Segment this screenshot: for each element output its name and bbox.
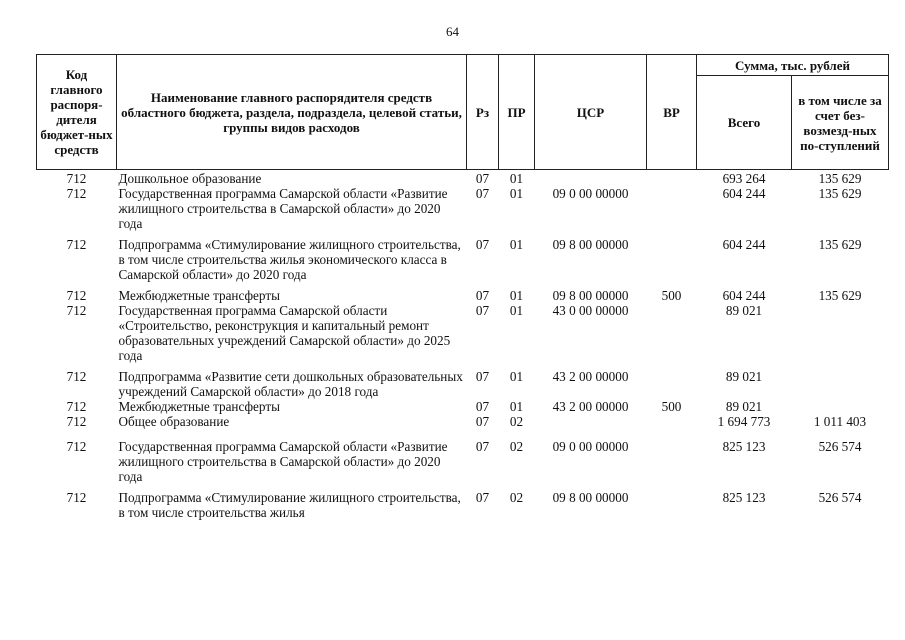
cell-pr: 01 bbox=[509, 303, 524, 318]
cell-csr bbox=[535, 414, 647, 433]
header-total: Всего bbox=[697, 76, 792, 170]
cell-name: Государственная программа Самарской области «Строительство, реконструкция и капитальный ремонт образовательных учреждений Самарской области» до 2025 года bbox=[118, 303, 451, 363]
table-row bbox=[37, 282, 889, 303]
cell-rz: 07 bbox=[475, 439, 490, 454]
cell-csr: 09 8 00 00000 bbox=[552, 237, 629, 252]
cell-rz: 07 bbox=[475, 171, 490, 186]
table-row bbox=[37, 433, 889, 484]
cell-csr: 09 0 00 00000 bbox=[552, 186, 629, 201]
header-name: Наименование главного распорядителя средств областного бюджета, раздела, подраздела, целевой статьи, группы видов расходов bbox=[117, 55, 467, 170]
cell-total: 89 021 bbox=[725, 369, 763, 384]
header-vr: ВР bbox=[647, 55, 697, 170]
cell-total: 825 123 bbox=[722, 490, 766, 505]
cell-free: 526 574 bbox=[818, 490, 862, 505]
table-row bbox=[37, 231, 889, 282]
cell-code: 712 bbox=[66, 171, 87, 186]
cell-total: 825 123 bbox=[722, 439, 766, 454]
header-csr: ЦСР bbox=[535, 55, 647, 170]
cell-pr: 01 bbox=[509, 399, 524, 414]
cell-name: Подпрограмма «Развитие сети дошкольных образовательных учреждений Самарской области» до 2018 года bbox=[118, 369, 463, 399]
cell-csr: 09 8 00 00000 bbox=[552, 288, 629, 303]
cell-name: Государственная программа Самарской области «Развитие жилищного строительства в Самарской области» до 2020 года bbox=[118, 439, 448, 484]
cell-vr bbox=[647, 170, 697, 187]
cell-vr bbox=[647, 303, 697, 363]
table-row bbox=[37, 399, 889, 414]
cell-csr bbox=[535, 170, 647, 187]
cell-rz: 07 bbox=[475, 414, 490, 429]
table-row bbox=[37, 484, 889, 520]
cell-free: 135 629 bbox=[818, 186, 862, 201]
cell-free: 1 011 403 bbox=[813, 414, 867, 429]
cell-pr: 01 bbox=[509, 237, 524, 252]
cell-vr bbox=[647, 363, 697, 399]
cell-csr: 43 2 00 00000 bbox=[552, 369, 629, 384]
cell-total: 89 021 bbox=[725, 303, 763, 318]
cell-total: 604 244 bbox=[722, 237, 766, 252]
table-body bbox=[37, 170, 889, 521]
cell-vr bbox=[647, 433, 697, 484]
cell-rz: 07 bbox=[475, 369, 490, 384]
cell-code: 712 bbox=[66, 288, 87, 303]
cell-vr: 500 bbox=[661, 399, 682, 414]
cell-name: Межбюджетные трансферты bbox=[118, 288, 280, 303]
cell-total: 693 264 bbox=[722, 171, 766, 186]
cell-total: 604 244 bbox=[722, 186, 766, 201]
cell-code: 712 bbox=[66, 439, 87, 454]
cell-csr: 43 2 00 00000 bbox=[552, 399, 629, 414]
budget-table bbox=[36, 54, 889, 520]
cell-free bbox=[792, 363, 889, 399]
cell-rz: 07 bbox=[475, 399, 490, 414]
cell-vr bbox=[647, 186, 697, 231]
cell-free: 135 629 bbox=[818, 288, 862, 303]
cell-pr: 02 bbox=[509, 439, 524, 454]
cell-vr: 500 bbox=[661, 288, 682, 303]
cell-pr: 01 bbox=[509, 171, 524, 186]
cell-pr: 01 bbox=[509, 369, 524, 384]
cell-name: Подпрограмма «Стимулирование жилищного строительства, в том числе строительства жилья bbox=[118, 490, 461, 520]
cell-code: 712 bbox=[66, 303, 87, 318]
header-free: в том числе за счет без-возмезд-ных по-ступлений bbox=[792, 76, 889, 170]
cell-rz: 07 bbox=[475, 490, 490, 505]
table-row bbox=[37, 186, 889, 231]
cell-free bbox=[792, 303, 889, 363]
cell-rz: 07 bbox=[475, 303, 490, 318]
header-sum: Сумма, тыс. рублей bbox=[697, 55, 889, 76]
table-row bbox=[37, 363, 889, 399]
cell-csr: 09 8 00 00000 bbox=[552, 490, 629, 505]
cell-code: 712 bbox=[66, 237, 87, 252]
table-row bbox=[37, 414, 889, 433]
header-code: Код главного распоря-дителя бюджет-ных средств bbox=[37, 55, 117, 170]
cell-pr: 02 bbox=[509, 414, 524, 429]
cell-total: 89 021 bbox=[725, 399, 763, 414]
cell-name: Межбюджетные трансферты bbox=[118, 399, 280, 414]
cell-code: 712 bbox=[66, 414, 87, 429]
cell-code: 712 bbox=[66, 186, 87, 201]
cell-total: 604 244 bbox=[722, 288, 766, 303]
cell-pr: 01 bbox=[509, 288, 524, 303]
table-row bbox=[37, 303, 889, 363]
cell-name: Подпрограмма «Стимулирование жилищного строительства, в том числе строительства жилья экономического класса в Самарской области» до 2020 года bbox=[118, 237, 461, 282]
table-header bbox=[37, 55, 889, 170]
cell-vr bbox=[647, 231, 697, 282]
cell-csr: 09 0 00 00000 bbox=[552, 439, 629, 454]
cell-name: Государственная программа Самарской области «Развитие жилищного строительства в Самарской области» до 2020 года bbox=[118, 186, 448, 231]
cell-rz: 07 bbox=[475, 186, 490, 201]
cell-code: 712 bbox=[66, 490, 87, 505]
cell-name: Дошкольное образование bbox=[118, 171, 262, 186]
cell-code: 712 bbox=[66, 399, 87, 414]
cell-free: 526 574 bbox=[818, 439, 862, 454]
cell-free: 135 629 bbox=[818, 237, 862, 252]
cell-rz: 07 bbox=[475, 237, 490, 252]
cell-rz: 07 bbox=[475, 288, 490, 303]
cell-csr: 43 0 00 00000 bbox=[552, 303, 629, 318]
page-number: 64 bbox=[446, 24, 459, 39]
cell-name: Общее образование bbox=[118, 414, 230, 429]
cell-pr: 02 bbox=[509, 490, 524, 505]
cell-code: 712 bbox=[66, 369, 87, 384]
header-pr: ПР bbox=[499, 55, 535, 170]
cell-free bbox=[792, 399, 889, 414]
cell-vr bbox=[647, 414, 697, 433]
cell-pr: 01 bbox=[509, 186, 524, 201]
cell-free: 135 629 bbox=[818, 171, 862, 186]
cell-vr bbox=[647, 484, 697, 520]
header-rz: Рз bbox=[467, 55, 499, 170]
cell-total: 1 694 773 bbox=[717, 414, 771, 429]
table-row bbox=[37, 170, 889, 187]
